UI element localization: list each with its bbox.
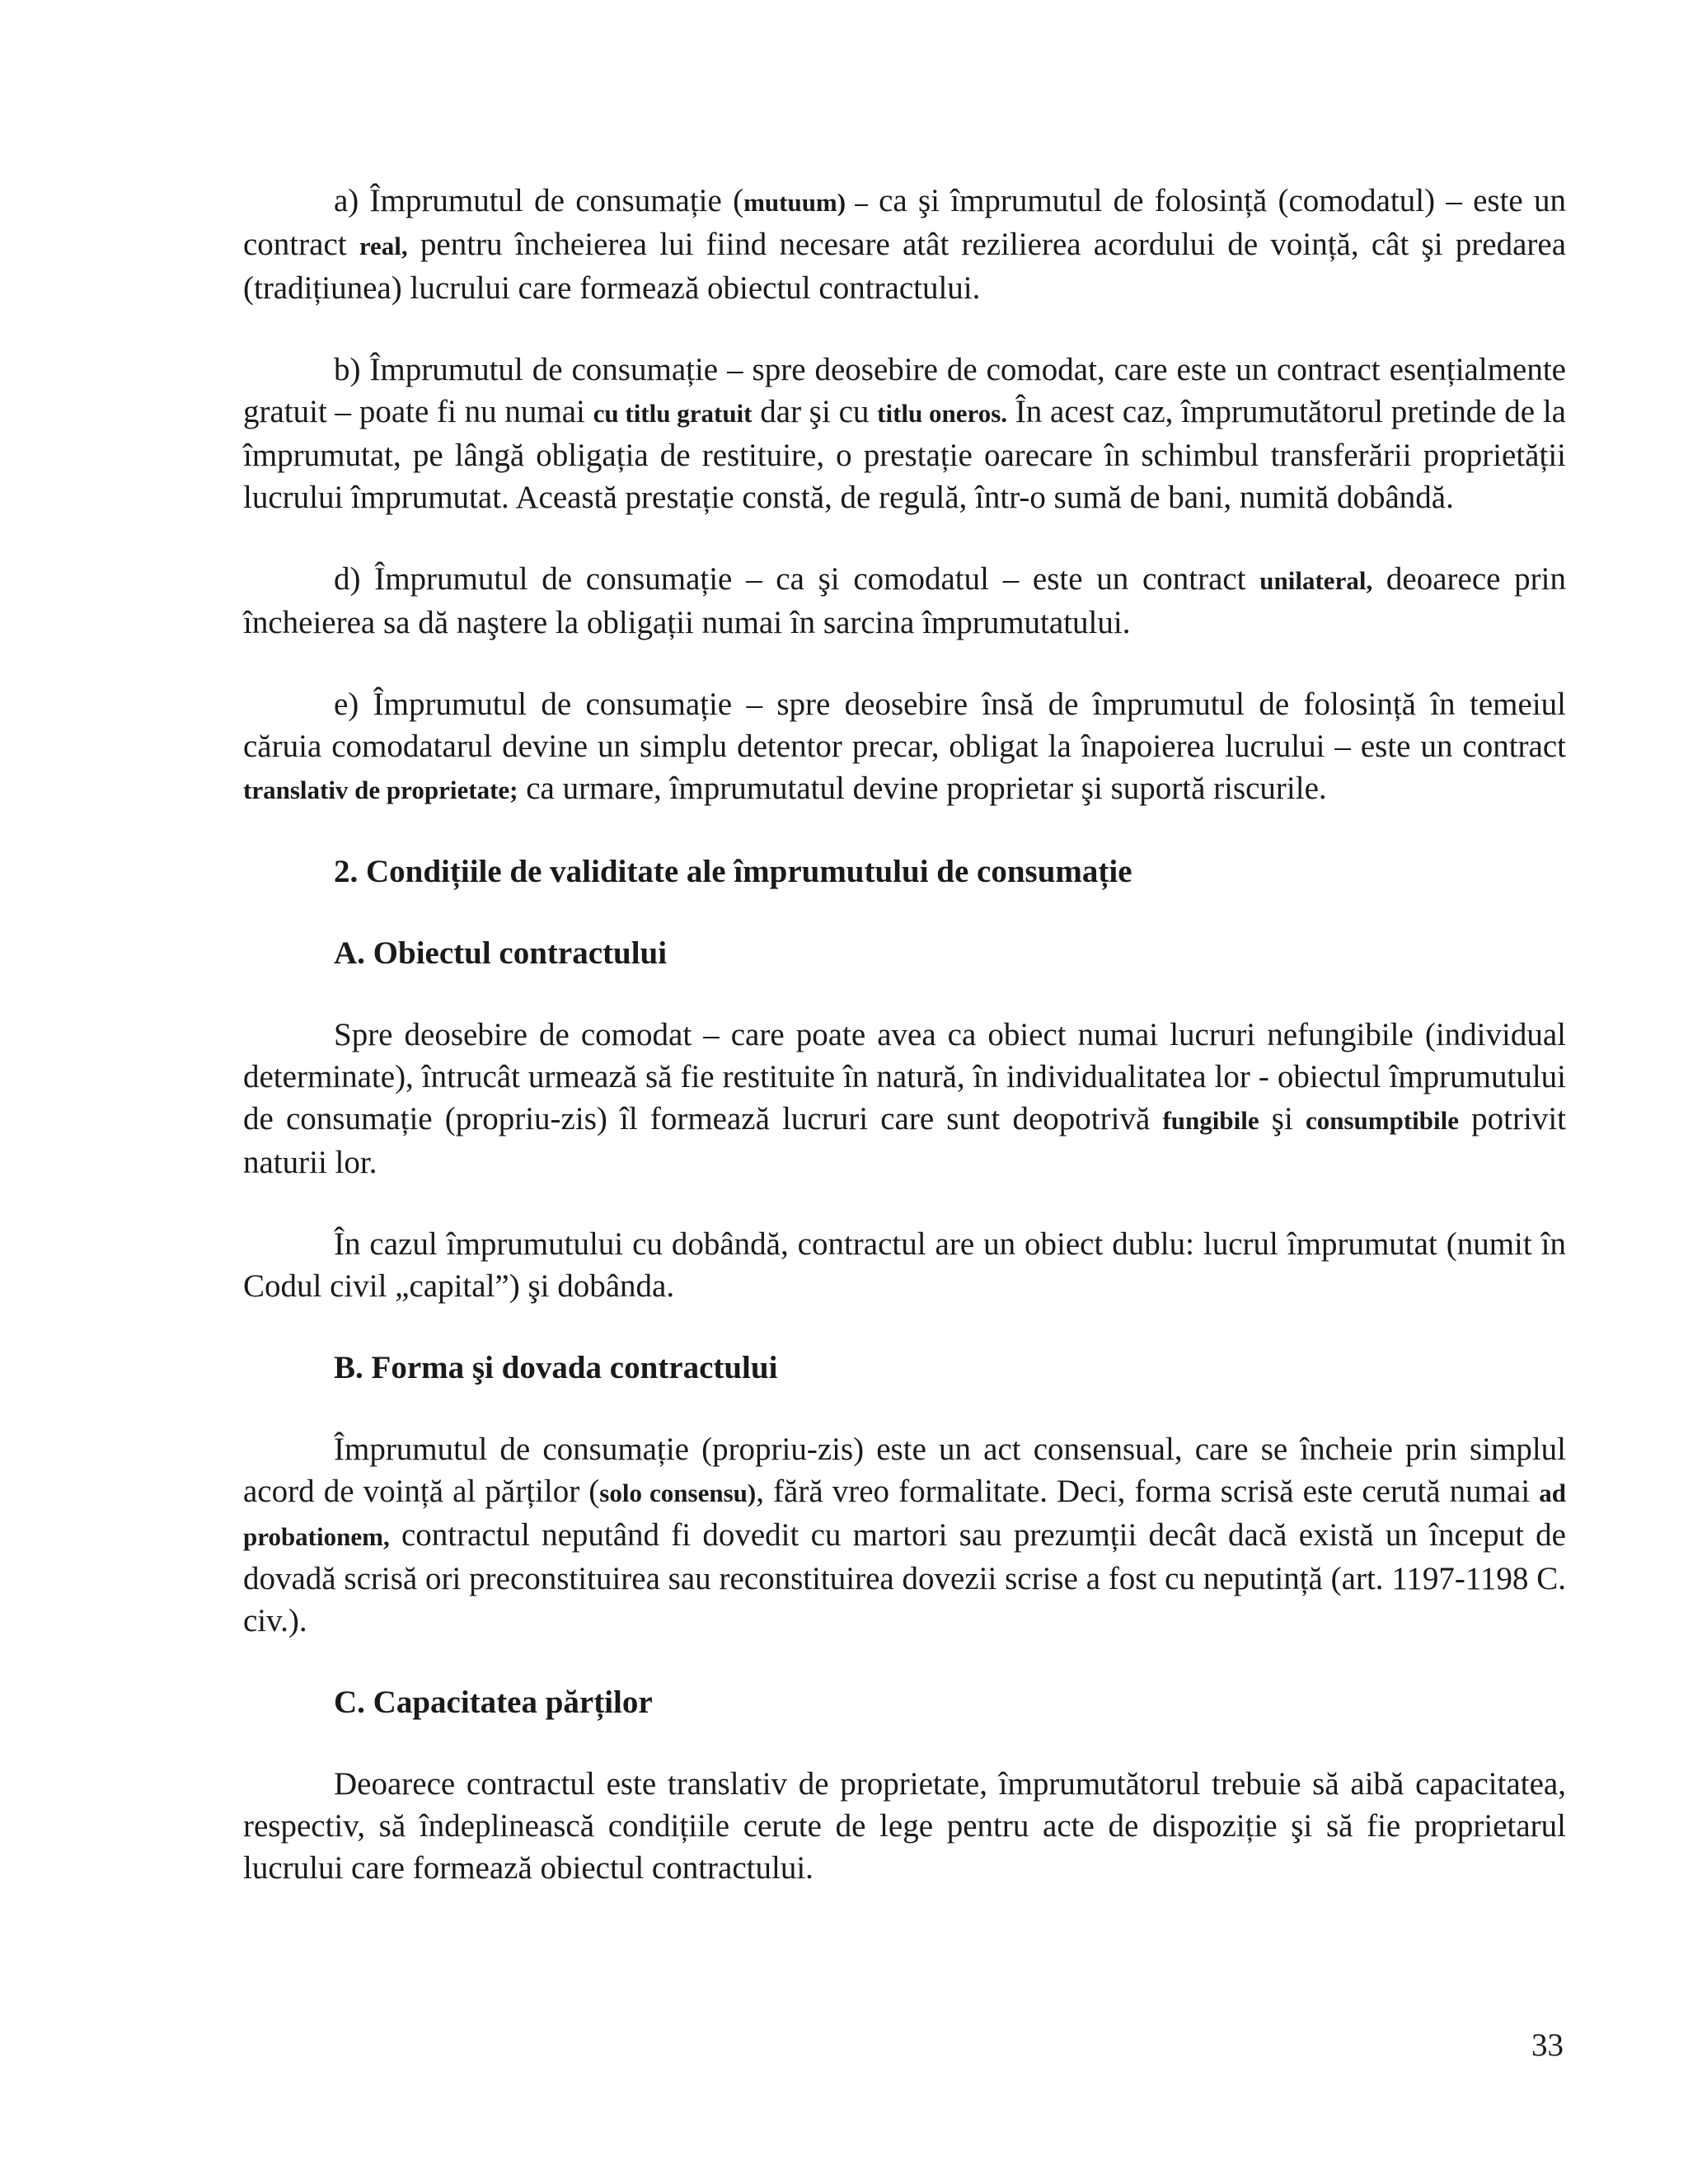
text: Împrumutul de consumație (propriu-zis) este un act consensual, care se încheie prin simplul acord de voință al părților ( — [243, 1432, 1566, 1509]
term-unilateral: unilateral, — [1259, 566, 1373, 595]
term-real: real, — [359, 232, 408, 260]
text: Spre deosebire de comodat – care poate avea ca obiect numai lucruri nefungibile (individual determinate), întrucât urmează să fie restituite în natură, în individualitatea lor - obiectul împrumutului de consumație (propriu-zis) îl formează lucruri care sunt deopotrivă — [243, 1017, 1566, 1137]
page-number: 33 — [1531, 2027, 1564, 2063]
term-titlu-oneros: titlu oneros. — [877, 399, 1008, 428]
text: ca urmare, împrumutatul devine proprietar şi suportă riscurile. — [518, 771, 1327, 806]
text: d) Împrumutul de consumație – ca şi comodatul – este un contract — [334, 561, 1260, 597]
text: pentru încheierea lui fiind necesare atât rezilierea acordului de voință, cât şi predarea (tradițiunea) lucrului care formează obiectul contractului. — [243, 227, 1567, 306]
term-consumptibile: consumptibile — [1305, 1106, 1459, 1135]
section-heading-2: 2. Condițiile de validitate ale împrumutului de consumație — [334, 854, 1132, 889]
paragraph-capacitate: Deoarece contractul este translativ de proprietate, împrumutătorul trebuie să aibă capacitatea, respectiv, să îndeplinească condițiile cerute de lege pentru acte de dispoziție şi să fie proprietarul lucrului care formează obiectul contractului. — [243, 1766, 1566, 1886]
section-heading-b: B. Forma şi dovada contractului — [334, 1350, 778, 1385]
paragraph-forma — [243, 1428, 1566, 1642]
text: ca şi împrumutul de folosință (comodatul) – este un contract — [243, 183, 1566, 262]
text: e) Împrumutul de consumație – spre deosebire însă de împrumutul de folosință în temeiul căruia comodatarul devine un simplu detentor precar, obligat la înapoierea lucrului – este un contract — [243, 687, 1566, 764]
paragraph-b — [243, 349, 1566, 518]
text: b) Împrumutul de consumație – spre deosebire de comodat, care este un contract esențialmente gratuit – poate fi nu numai — [243, 352, 1566, 429]
term-titlu-gratuit: cu titlu gratuit — [593, 399, 753, 428]
section-heading-a: A. Obiectul contractului — [334, 935, 668, 971]
document-page — [243, 180, 1566, 1929]
term-mutuum: mutuum) – — [743, 188, 868, 217]
text: , fără vreo formalitate. Deci, forma scrisă este cerută numai — [756, 1474, 1540, 1509]
text: şi — [1259, 1101, 1306, 1137]
term-solo-consensu: solo consensu) — [599, 1479, 757, 1507]
paragraph-dobanda: În cazul împrumutului cu dobândă, contractul are un obiect dublu: lucrul împrumutat (numit în Codul civil „capital”) şi dobânda. — [243, 1226, 1566, 1304]
text: dar şi cu — [752, 394, 878, 429]
term-ad-probationem: ad probationem, — [243, 1479, 1566, 1551]
text: În acest caz, împrumutătorul pretinde de la împrumutat, pe lângă obligația de restituire, o prestație oarecare în schimbul transferării proprietății lucrului împrumutat. Această prestație constă, de regulă, într-o sumă de bani, numită dobândă. — [243, 394, 1566, 515]
text: contractul neputând fi dovedit cu martori sau prezumții decât dacă există un început de dovadă scrisă ori preconstituirea sau reconstituirea dovezii scrise a fost cu neputință (art. 1197-1198 C. civ.). — [243, 1517, 1566, 1638]
paragraph-obiect — [243, 1014, 1566, 1183]
text: a) Împrumutul de consumație ( — [334, 183, 744, 218]
section-heading-c: C. Capacitatea părților — [334, 1685, 653, 1720]
paragraph-e — [243, 683, 1566, 811]
paragraph-a — [243, 180, 1566, 309]
text: deoarece prin încheierea sa dă naştere la obligații numai în sarcina împrumutatului. — [243, 561, 1566, 640]
paragraph-d — [243, 558, 1566, 644]
text: potrivit naturii lor. — [243, 1101, 1566, 1180]
term-translativ: translativ de proprietate; — [243, 776, 518, 804]
term-fungibile: fungibile — [1162, 1106, 1259, 1135]
